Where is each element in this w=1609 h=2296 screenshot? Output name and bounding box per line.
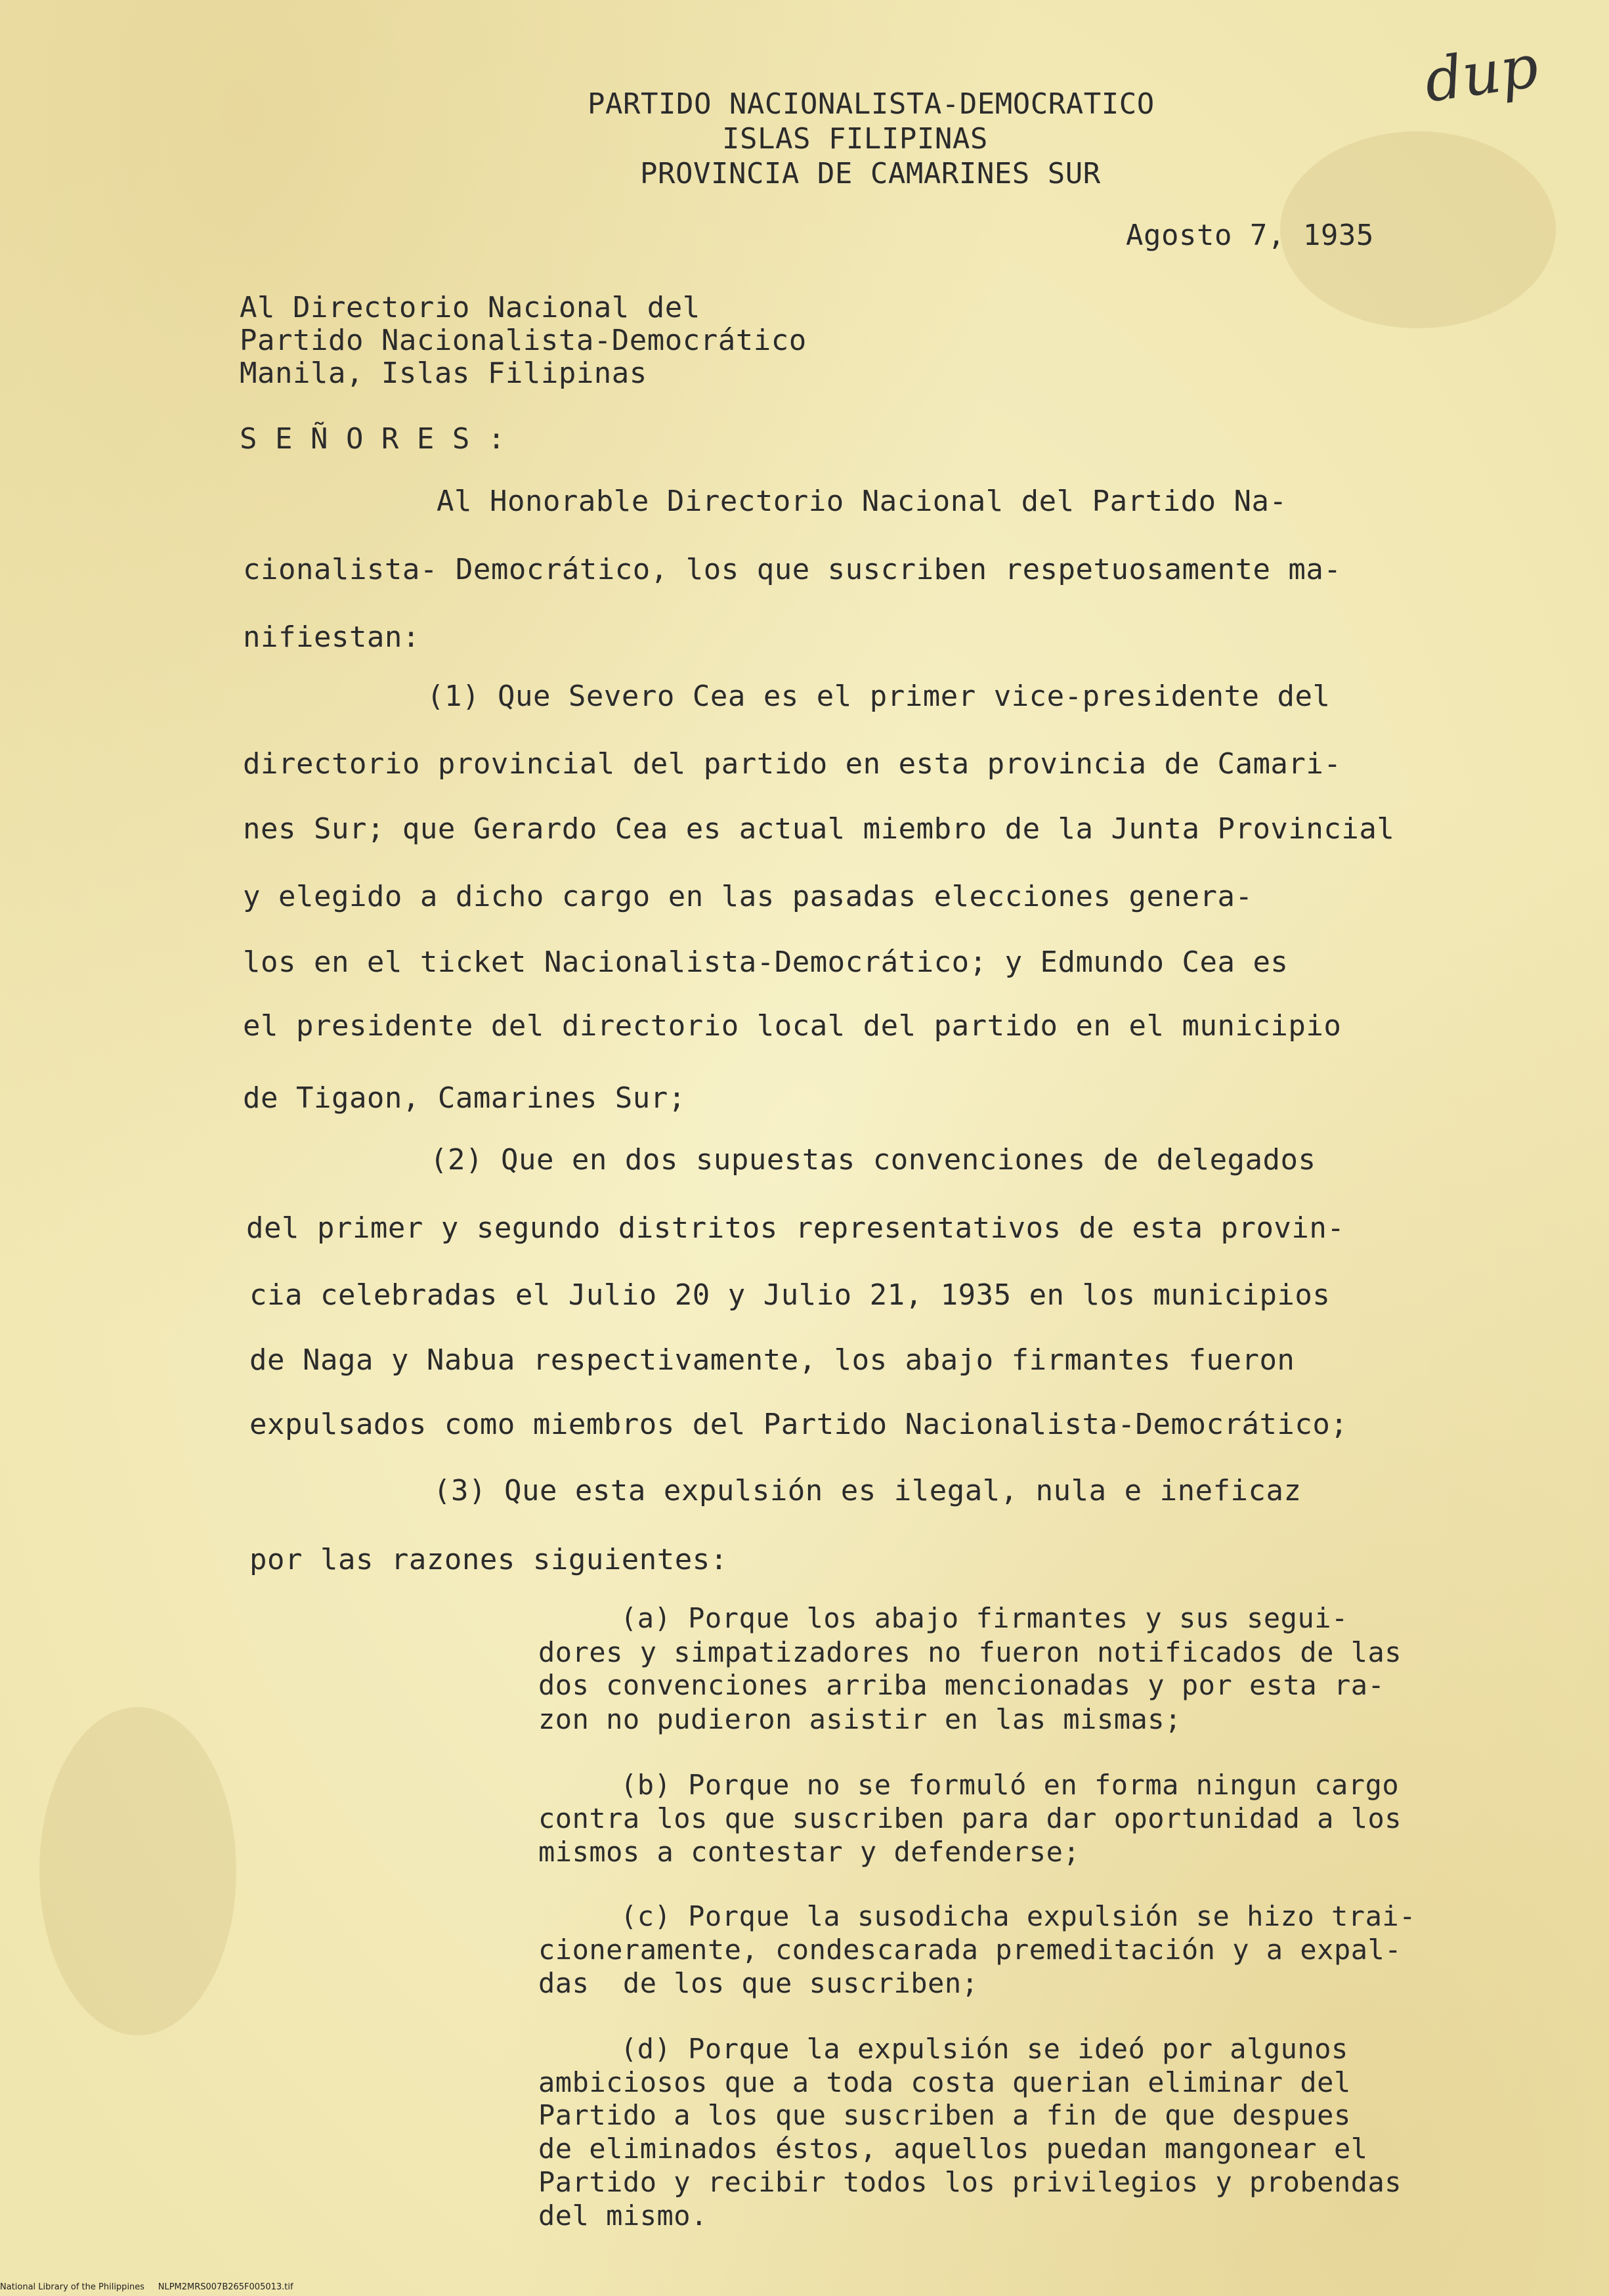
recipient-line-1: Al Directorio Nacional del xyxy=(240,291,700,324)
reason-line: del mismo. xyxy=(538,2199,708,2232)
reason-line: Partido y recibir todos los privilegios y probendas xyxy=(538,2166,1402,2198)
letter-date: Agosto 7, 1935 xyxy=(1126,219,1374,252)
reason-line: (a) Porque los abajo firmantes y sus segui- xyxy=(620,1602,1348,1634)
body-line: nifiestan: xyxy=(243,620,420,654)
reason-line: cioneramente, condescarada premeditación y a expal- xyxy=(538,1934,1402,1966)
body-line: (3) Que esta expulsión es ilegal, nula e ineficaz xyxy=(433,1474,1302,1507)
archive-footer: National Library of the Philippines NLPM2MRS007B265F005013.tif xyxy=(0,2282,293,2292)
body-line: directorio provincial del partido en esta provincia de Camari- xyxy=(243,747,1342,781)
reason-line: das de los que suscriben; xyxy=(538,1967,979,1999)
recipient-line-2: Partido Nacionalista-Democrático xyxy=(240,324,807,357)
reason-line: dos convenciones arriba mencionadas y por esta ra- xyxy=(538,1669,1385,1701)
body-line: (2) Que en dos supuestas convenciones de delegados xyxy=(430,1143,1316,1177)
body-line: el presidente del directorio local del partido en el municipio xyxy=(243,1009,1342,1043)
reason-line: (c) Porque la susodicha expulsión se hizo trai- xyxy=(620,1900,1416,1932)
letterhead-line-3: PROVINCIA DE CAMARINES SUR xyxy=(640,157,1101,190)
reason-line: zon no pudieron asistir en las mismas; xyxy=(538,1703,1182,1735)
body-line: los en el ticket Nacionalista-Democrático; y Edmundo Cea es xyxy=(243,945,1289,979)
letterhead-line-2: ISLAS FILIPINAS xyxy=(722,122,988,156)
recipient-line-3: Manila, Islas Filipinas xyxy=(240,357,647,390)
body-line: por las razones siguientes: xyxy=(249,1543,728,1576)
reason-line: de eliminados éstos, aquellos puedan mangonear el xyxy=(538,2133,1368,2165)
body-line: de Naga y Nabua respectivamente, los abajo firmantes fueron xyxy=(249,1343,1295,1377)
reason-line: (b) Porque no se formuló en forma ningun cargo xyxy=(620,1769,1400,1801)
letterhead-line-1: PARTIDO NACIONALISTA-DEMOCRATICO xyxy=(588,87,1155,121)
body-line: nes Sur; que Gerardo Cea es actual miembro de la Junta Provincial xyxy=(243,812,1395,846)
body-line: del primer y segundo distritos representativos de esta provin- xyxy=(246,1211,1345,1245)
reason-line: (d) Porque la expulsión se ideó por algunos xyxy=(620,2033,1348,2065)
reason-line: Partido a los que suscriben a fin de que despues xyxy=(538,2099,1351,2131)
body-line: de Tigaon, Camarines Sur; xyxy=(243,1081,686,1115)
salutation: S E Ñ O R E S : xyxy=(240,422,505,456)
body-line: cia celebradas el Julio 20 y Julio 21, 1935 en los municipios xyxy=(249,1278,1331,1312)
paper-stain xyxy=(39,1707,236,2035)
reason-line: contra los que suscriben para dar oportunidad a los xyxy=(538,1802,1402,1834)
body-line: cionalista- Democrático, los que suscriben respetuosamente ma- xyxy=(243,553,1342,586)
handwritten-annotation: dup xyxy=(1420,32,1543,116)
body-line: y elegido a dicho cargo en las pasadas elecciones genera- xyxy=(243,880,1253,913)
reason-line: mismos a contestar y defenderse; xyxy=(538,1836,1081,1868)
body-line: Al Honorable Directorio Nacional del Partido Na- xyxy=(437,485,1287,518)
reason-line: dores y simpatizadores no fueron notificados de las xyxy=(538,1636,1402,1668)
body-line: (1) Que Severo Cea es el primer vice-presidente del xyxy=(427,680,1331,713)
body-line: expulsados como miembros del Partido Nacionalista-Democrático; xyxy=(249,1408,1348,1441)
reason-line: ambiciosos que a toda costa querian eliminar del xyxy=(538,2066,1351,2098)
